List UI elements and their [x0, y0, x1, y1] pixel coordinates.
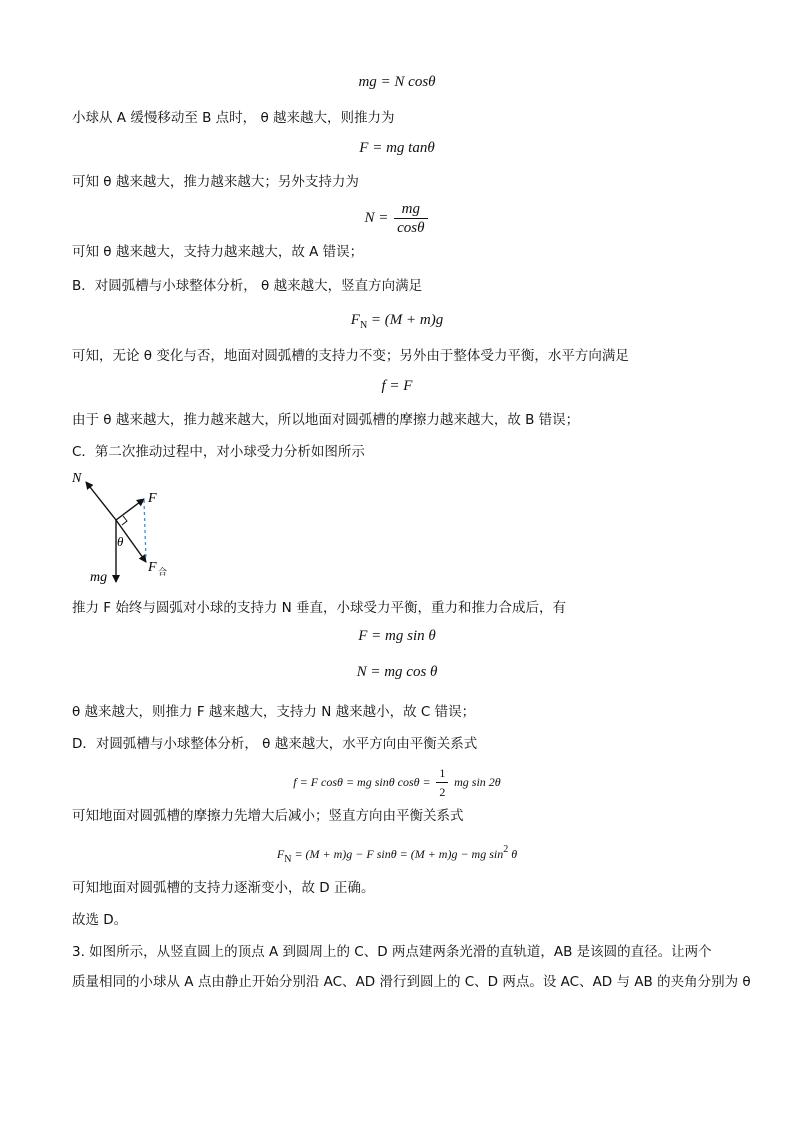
label-F-resultant: F [148, 560, 157, 575]
text-line: 可知 θ 越来越大，支持力越来越大，故 A 错误； [72, 244, 364, 260]
formula-text: F = mg tanθ [359, 140, 435, 156]
formula-text: N = mg cos θ [356, 664, 438, 680]
formula-text: mg sin 2θ [454, 774, 501, 789]
text-line: 可知地面对圆弧槽的摩擦力先增大后减小；竖直方向由平衡关系式 [72, 808, 464, 824]
text-line: 小球从 A 缓慢移动至 B 点时， θ 越来越大，则推力为 [72, 110, 395, 126]
normal-force-arrow [86, 482, 116, 520]
formula-text: = (M + m)g [367, 312, 444, 328]
formula-support-force [0, 200, 794, 237]
question-3-line-1: 3. 如图所示，从竖直圆上的顶点 A 到圆周上的 C、D 两点建两条光滑的直轨道，AB 是该圆的直径。让两个 [72, 944, 712, 960]
text-line: θ 越来越大，则推力 F 越来越大，支持力 N 越来越小，故 C 错误； [72, 704, 476, 720]
fraction [394, 200, 427, 237]
superscript: 2 [503, 844, 509, 855]
label-N: N [72, 471, 82, 486]
text-line: 可知地面对圆弧槽的支持力逐渐变小，故 D 正确。 [72, 880, 375, 896]
formula-text: N = [364, 209, 389, 226]
fraction-denominator: cosθ [397, 220, 425, 236]
text-line: 可知，无论 θ 变化与否，地面对圆弧槽的支持力不变；另外由于整体受力平衡，水平方向满足 [72, 348, 629, 364]
formula-friction [0, 376, 794, 396]
formula-normal-cos [0, 662, 794, 682]
text-line: 可知 θ 越来越大，推力越来越大；另外支持力为 [72, 174, 359, 190]
text-line: B．对圆弧槽与小球整体分析， θ 越来越大，竖直方向满足 [72, 278, 423, 294]
subscript: N [284, 854, 292, 865]
label-F-resultant-sub: 合 [158, 567, 168, 577]
fraction [436, 764, 448, 801]
text-line: 由于 θ 越来越大，推力越来越大，所以地面对圆弧槽的摩擦力越来越大，故 B 错误； [72, 412, 580, 428]
subscript: N [359, 320, 368, 331]
formula-text: θ [508, 847, 518, 861]
label-mg: mg [90, 570, 108, 585]
question-3-line-2: 质量相同的小球从 A 点由静止开始分别沿 AC、AD 滑行到圆上的 C、D 两点。设 AC、AD 与 AB 的夹角分别为 θ [72, 974, 751, 990]
formula-text: f = F cosθ = mg sinθ cosθ = [293, 774, 431, 789]
fraction-numerator: mg [394, 200, 427, 219]
text-line: 推力 F 始终与圆弧对小球的支持力 N 垂直，小球受力平衡，重力和推力合成后，有 [72, 600, 567, 616]
formula-text: mg = N cosθ [358, 74, 436, 90]
label-F: F [148, 491, 157, 506]
formula-normal-expression [0, 840, 794, 870]
formula-text: F [276, 847, 285, 861]
formula-vertical-balance [0, 72, 794, 92]
formula-text: = (M + m)g − F sinθ = (M + m)g − mg sin [291, 847, 504, 861]
fraction-denominator: 2 [439, 785, 446, 799]
force-diagram [70, 464, 180, 588]
text-line: D．对圆弧槽与小球整体分析， θ 越来越大，水平方向由平衡关系式 [72, 736, 478, 752]
fraction-numerator: 1 [436, 764, 448, 783]
formula-text: F = mg sin θ [358, 628, 436, 644]
dashed-guide-line [144, 500, 146, 560]
label-theta: θ [117, 534, 124, 549]
text-line: C．第二次推动过程中，对小球受力分析如图所示 [72, 444, 365, 460]
formula-friction-expression [0, 764, 794, 801]
push-force-arrow [116, 499, 144, 520]
right-angle-marker [122, 516, 127, 525]
formula-text: F [350, 312, 360, 328]
formula-normal-force [0, 310, 794, 336]
text-line: 故选 D。 [72, 912, 128, 928]
formula-push-force [0, 138, 794, 158]
formula-push-sin [0, 626, 794, 646]
formula-text: f = F [381, 378, 413, 394]
